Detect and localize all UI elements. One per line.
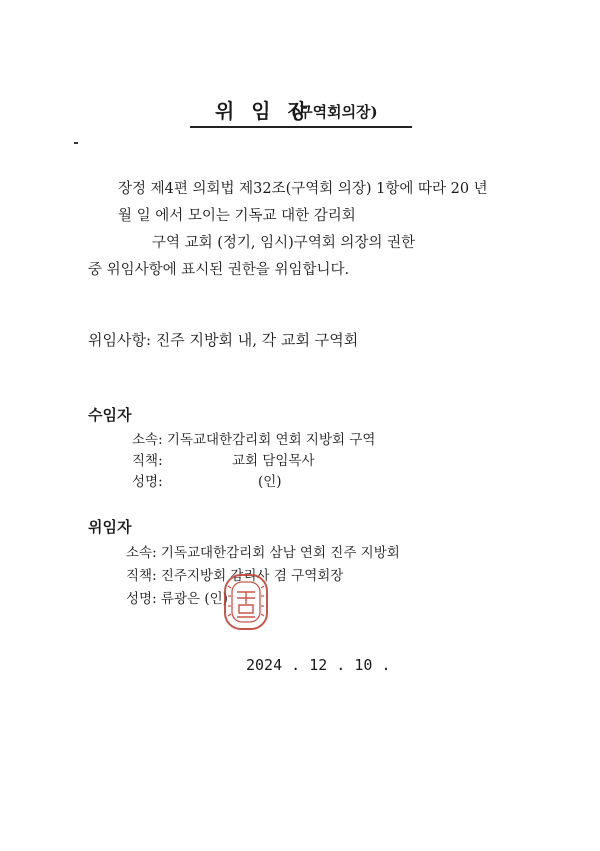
recipient-name-label: 성명: <box>132 474 163 490</box>
delegator-heading: 위임자 <box>88 518 132 536</box>
stray-mark <box>74 142 78 144</box>
document-title-suffix: (구역회의장) <box>291 103 378 121</box>
recipient-position-label: 직책: <box>132 453 163 469</box>
delegator-name: 성명: 류광은 (인) <box>126 591 228 607</box>
body-line-4: 중 위임사항에 표시된 권한을 위임합니다. <box>88 262 350 278</box>
body-line-1: 장정 제4편 의회법 제32조(구역회 의장) 1항에 따라 20 년 <box>118 181 488 197</box>
official-seal-stamp <box>222 572 270 632</box>
recipient-affiliation: 소속: 기독교대한감리회 연회 지방회 구역 <box>132 432 376 448</box>
title-underline <box>190 126 412 128</box>
recipient-name-value: (인) <box>258 474 282 490</box>
delegation-matter: 위임사항: 진주 지방회 내, 각 교회 구역회 <box>88 331 359 349</box>
recipient-heading: 수임자 <box>88 406 132 424</box>
body-line-2: 월 일 에서 모이는 기독교 대한 감리회 <box>118 208 356 224</box>
recipient-position-value: 교회 담임목사 <box>232 453 315 469</box>
delegator-affiliation: 소속: 기독교대한감리회 삼남 연회 진주 지방회 <box>126 545 400 561</box>
document-title: 위 임 장 <box>215 99 312 123</box>
delegator-position: 직책: 진주지방회 감리사 겸 구역회장 <box>126 568 344 584</box>
document-date: 2024 . 12 . 10 . <box>246 656 391 674</box>
body-line-3: 구역 교회 (정기, 임시)구역회 의장의 권한 <box>152 235 416 251</box>
